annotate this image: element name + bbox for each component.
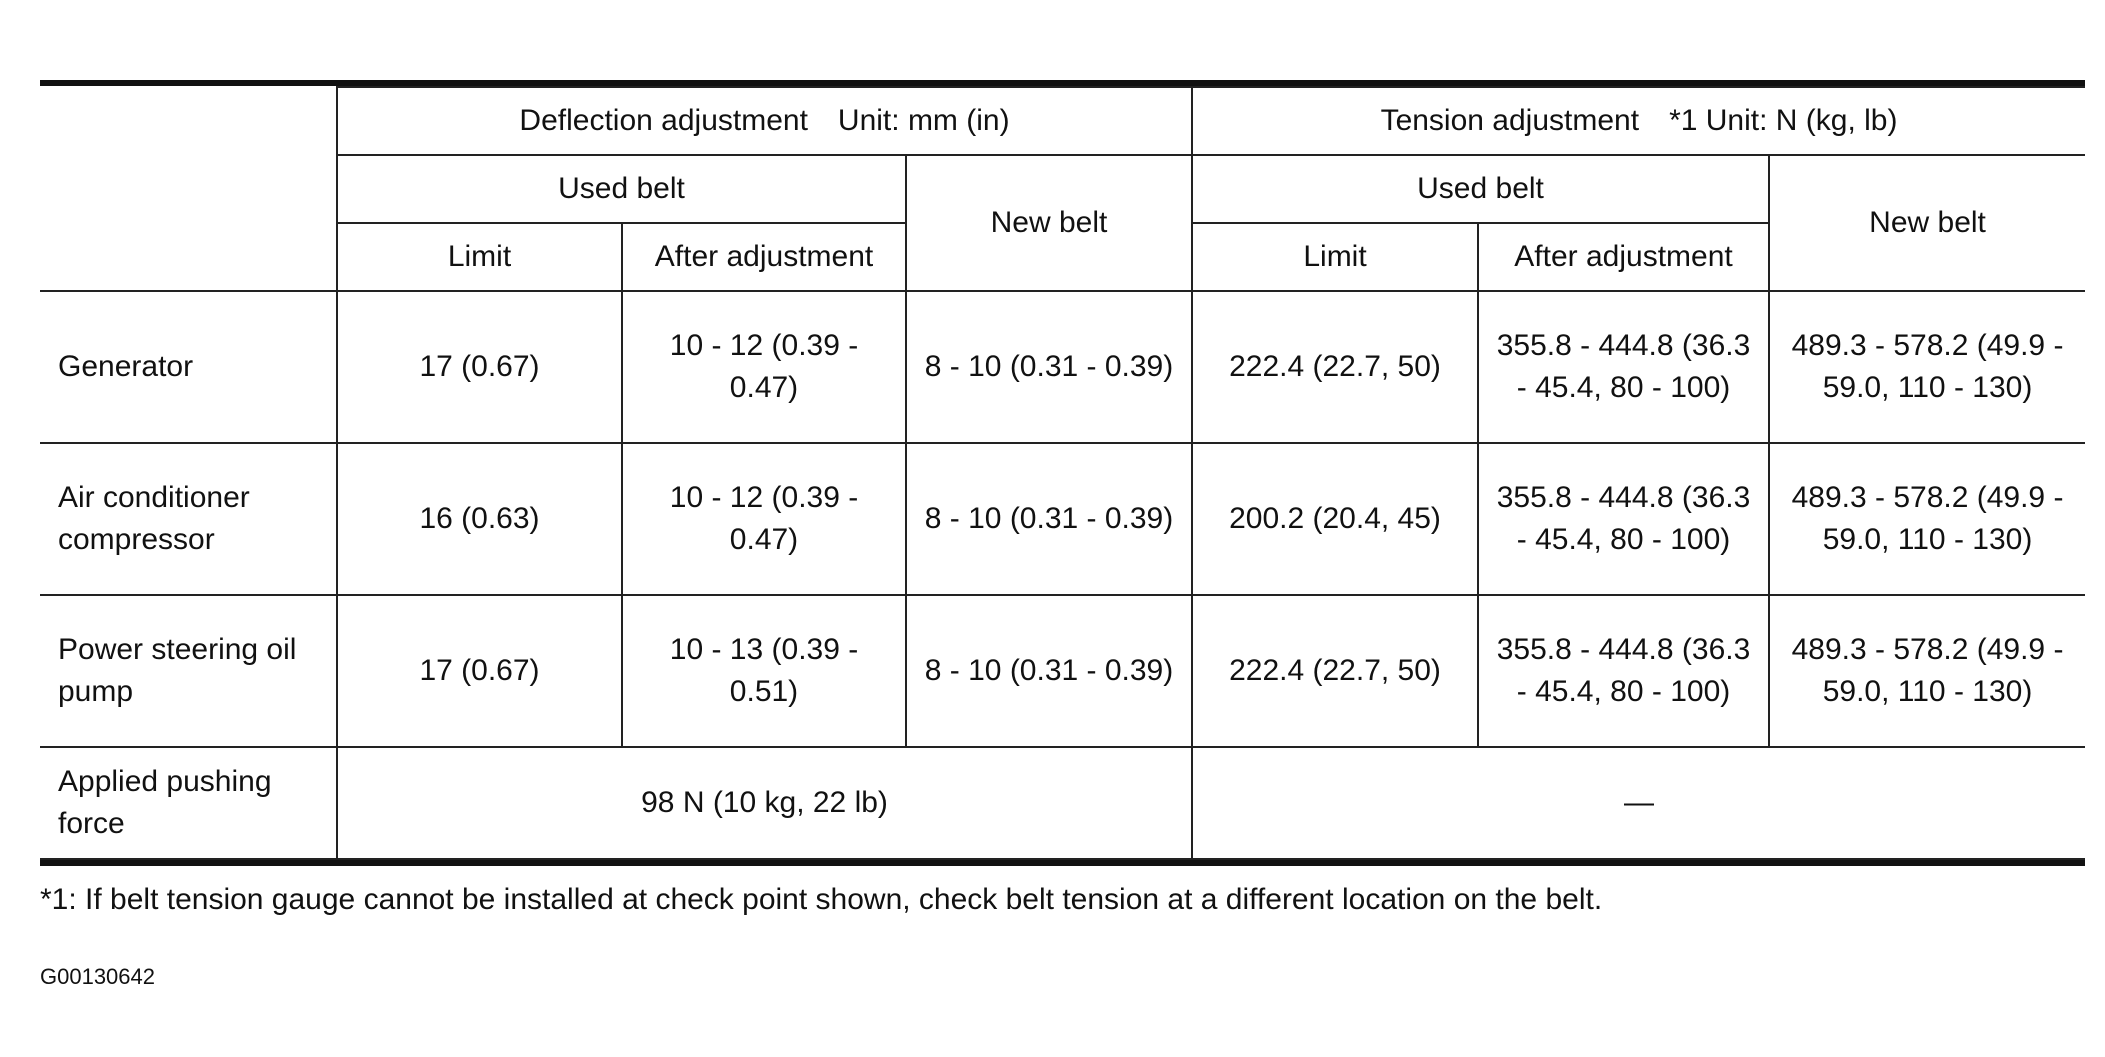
cell-def-after: 10 - 12 (0.39 - 0.47) <box>622 291 906 443</box>
cell-def-limit: 17 (0.67) <box>337 595 622 747</box>
cell-ten-new: 489.3 - 578.2 (49.9 - 59.0, 110 - 130) <box>1769 595 2085 747</box>
header-tension: Tension adjustment *1 Unit: N (kg, lb) <box>1192 87 2085 155</box>
cell-ten-after: 355.8 - 444.8 (36.3 - 45.4, 80 - 100) <box>1478 291 1769 443</box>
cell-def-limit: 16 (0.63) <box>337 443 622 595</box>
table-row-applied-pushing-force <box>40 747 2085 859</box>
header-def-after-adjustment: After adjustment <box>622 223 906 291</box>
cell-ten-limit: 200.2 (20.4, 45) <box>1192 443 1478 595</box>
header-row-1 <box>40 87 2085 155</box>
header-def-new-belt: New belt <box>906 155 1192 291</box>
row-label-applied-pushing-force: Applied pushing force <box>40 747 337 859</box>
footnote: *1: If belt tension gauge cannot be installed at check point shown, check belt tension at a different location on the belt. <box>40 883 1603 916</box>
table-row <box>40 443 2085 595</box>
belt-spec-table <box>40 86 2085 860</box>
cell-ten-after: 355.8 - 444.8 (36.3 - 45.4, 80 - 100) <box>1478 443 1769 595</box>
table-row <box>40 291 2085 443</box>
cell-def-new: 8 - 10 (0.31 - 0.39) <box>906 291 1192 443</box>
row-label-generator: Generator <box>40 291 337 443</box>
header-ten-new-belt: New belt <box>1769 155 2085 291</box>
table-row <box>40 595 2085 747</box>
bottom-rule <box>40 860 2085 866</box>
header-ten-after-adjustment: After adjustment <box>1478 223 1769 291</box>
cell-def-after: 10 - 12 (0.39 - 0.47) <box>622 443 906 595</box>
cell-ten-new: 489.3 - 578.2 (49.9 - 59.0, 110 - 130) <box>1769 443 2085 595</box>
cell-def-after: 10 - 13 (0.39 - 0.51) <box>622 595 906 747</box>
cell-ten-limit: 222.4 (22.7, 50) <box>1192 595 1478 747</box>
cell-force-deflection: 98 N (10 kg, 22 lb) <box>337 747 1192 859</box>
header-ten-limit: Limit <box>1192 223 1478 291</box>
cell-force-tension: — <box>1192 747 2085 859</box>
figure-id: G00130642 <box>40 964 155 989</box>
header-ten-used-belt: Used belt <box>1192 155 1769 223</box>
header-def-used-belt: Used belt <box>337 155 906 223</box>
cell-ten-after: 355.8 - 444.8 (36.3 - 45.4, 80 - 100) <box>1478 595 1769 747</box>
header-def-limit: Limit <box>337 223 622 291</box>
cell-def-new: 8 - 10 (0.31 - 0.39) <box>906 595 1192 747</box>
cell-ten-new: 489.3 - 578.2 (49.9 - 59.0, 110 - 130) <box>1769 291 2085 443</box>
corner-cell <box>40 87 337 291</box>
row-label-power-steering-oil-pump: Power steering oil pump <box>40 595 337 747</box>
header-row-2 <box>40 155 2085 223</box>
cell-ten-limit: 222.4 (22.7, 50) <box>1192 291 1478 443</box>
header-deflection: Deflection adjustment Unit: mm (in) <box>337 87 1192 155</box>
cell-def-limit: 17 (0.67) <box>337 291 622 443</box>
cell-def-new: 8 - 10 (0.31 - 0.39) <box>906 443 1192 595</box>
spec-table-container <box>40 80 2085 866</box>
row-label-air-conditioner-compressor: Air conditioner compressor <box>40 443 337 595</box>
